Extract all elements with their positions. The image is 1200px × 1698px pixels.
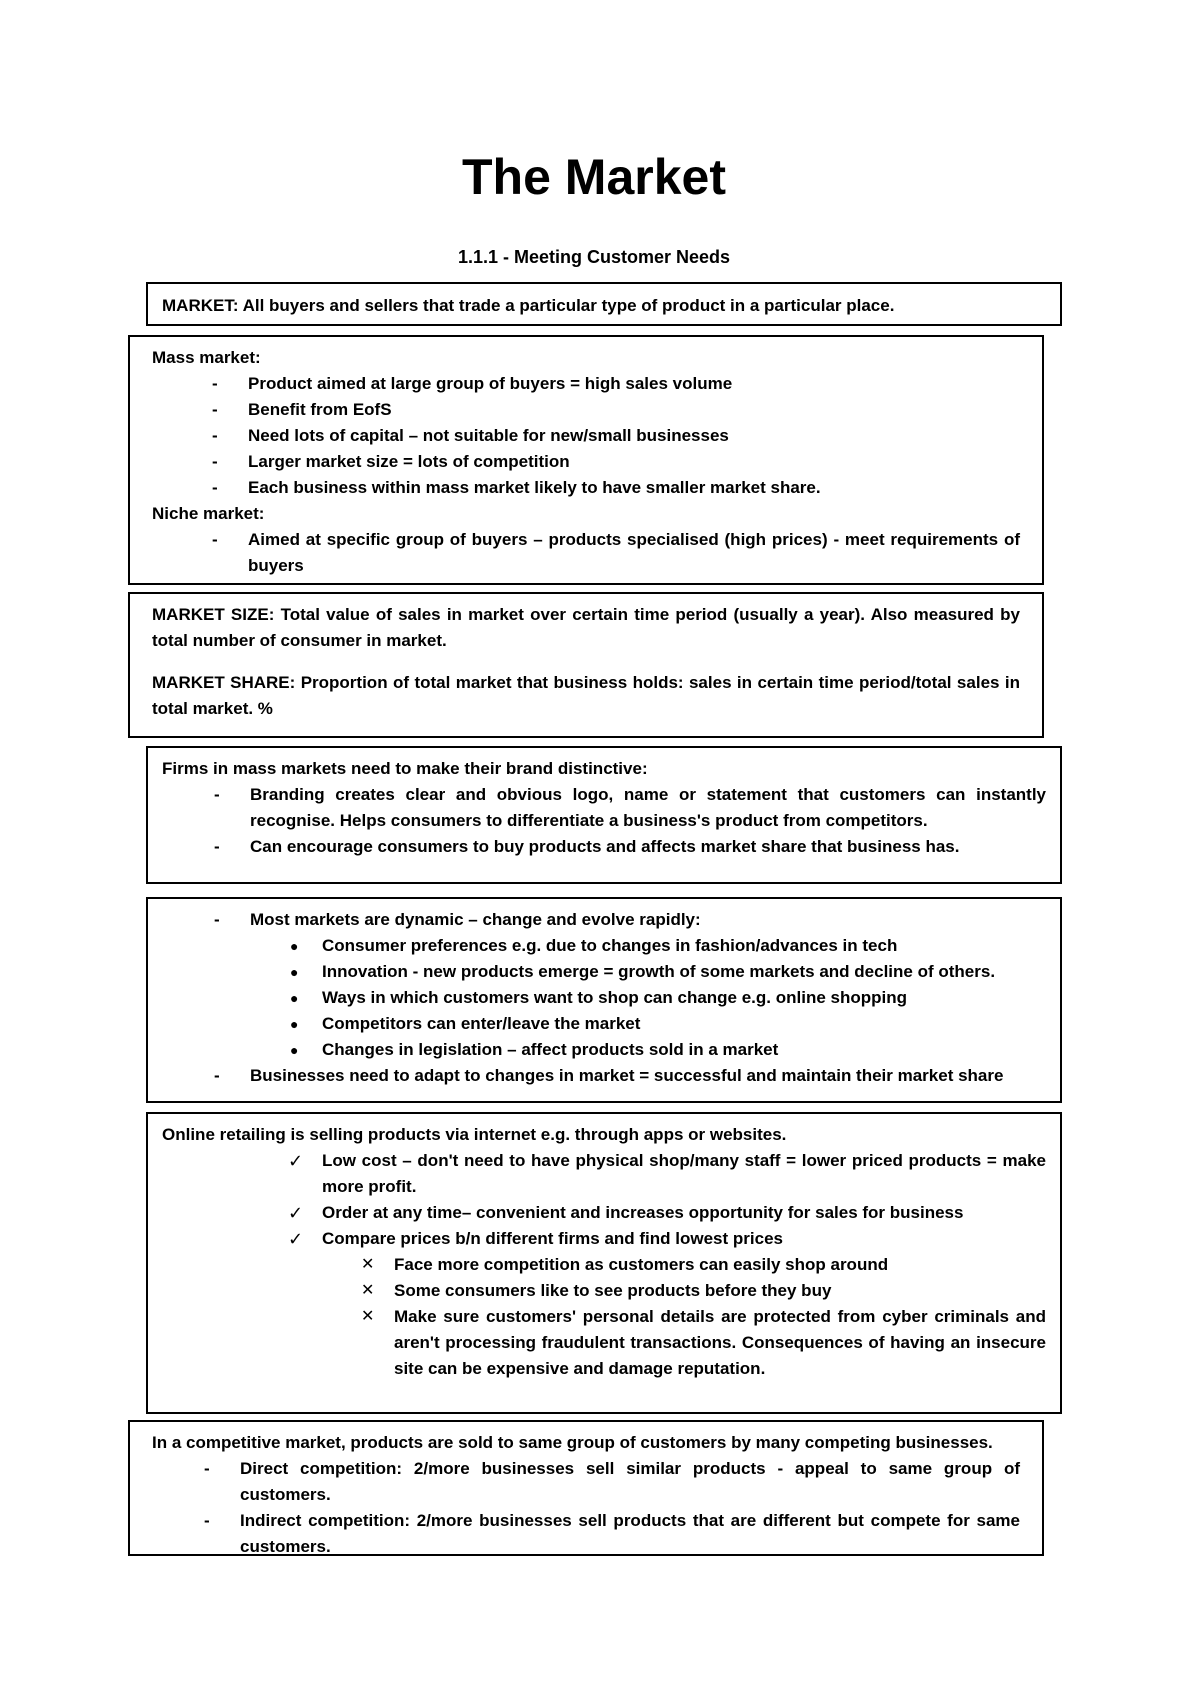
list-item: ✕ Face more competition as customers can easily shop around <box>162 1252 1046 1278</box>
cross-icon: ✕ <box>361 1282 375 1299</box>
list-item: - Direct competition: 2/more businesses sell similar products - appeal to same group of customers. <box>204 1459 1020 1504</box>
online-retailing-heading: Online retailing is selling products via internet e.g. through apps or websites. <box>162 1125 787 1144</box>
niche-market-heading: Niche market: <box>152 504 265 523</box>
list-item: - Indirect competition: 2/more businesses sell products that are different but compete for same customers. <box>204 1511 1020 1556</box>
list-item: ● Innovation - new products emerge = growth of some markets and decline of others. <box>162 959 1046 985</box>
list-item: - Aimed at specific group of buyers – products specialised (high prices) - meet requirements of buyers <box>212 530 1020 575</box>
list-item: ✓ Low cost – don't need to have physical shop/many staff = lower priced products = make more profit. <box>162 1148 1046 1200</box>
online-cons-list <box>162 1252 1046 1382</box>
branding-box <box>146 746 1062 884</box>
mass-market-heading: Mass market: <box>152 348 261 367</box>
dynamic-markets-box <box>146 897 1062 1103</box>
competition-list <box>152 1456 1020 1560</box>
list-item: - Can encourage consumers to buy products and affects market share that business has. <box>214 837 960 856</box>
list-item: ✕ Some consumers like to see products before they buy <box>162 1278 1046 1304</box>
dynamic-list <box>162 907 1046 933</box>
bullet-icon: ● <box>290 1016 299 1032</box>
list-item: ● Changes in legislation – affect products sold in a market <box>162 1037 1046 1063</box>
competition-heading: In a competitive market, products are sold to same group of customers by many competing businesses. <box>152 1433 993 1452</box>
check-icon: ✓ <box>288 1151 304 1171</box>
list-item: - Branding creates clear and obvious logo, name or statement that customers can instantly recognise. Helps consumers to differentiate a business's product from competitors. <box>214 785 1046 830</box>
check-icon: ✓ <box>288 1229 304 1249</box>
list-item: ● Ways in which customers want to shop can change e.g. online shopping <box>162 985 1046 1011</box>
cross-icon: ✕ <box>361 1256 375 1273</box>
list-item: - Each business within mass market likely to have smaller market share. <box>212 478 821 497</box>
niche-market-list <box>152 527 1020 579</box>
list-item: ● Competitors can enter/leave the market <box>162 1011 1046 1037</box>
market-definition: MARKET: All buyers and sellers that trade a particular type of product in a particular place. <box>162 296 895 315</box>
list-item: - Larger market size = lots of competition <box>212 452 570 471</box>
list-item: ✕ Make sure customers' personal details are protected from cyber criminals and aren't processing fraudulent transactions. Consequences of having an insecure site can be expensive and damage reputation. <box>162 1304 1046 1382</box>
bullet-icon: ● <box>290 1042 299 1058</box>
cross-icon: ✕ <box>361 1308 375 1325</box>
mass-market-list <box>152 371 1020 501</box>
branding-list <box>162 782 1046 860</box>
list-item: ✓ Compare prices b/n different firms and find lowest prices <box>162 1226 1046 1252</box>
market-share-definition: MARKET SHARE: Proportion of total market that business holds: sales in certain time period/total sales in total market. % <box>152 673 1020 718</box>
list-item: - Need lots of capital – not suitable for new/small businesses <box>212 426 729 445</box>
dynamic-conclusion-list <box>162 1063 1046 1089</box>
bullet-icon: ● <box>290 938 299 954</box>
market-size-definition: MARKET SIZE: Total value of sales in market over certain time period (usually a year). Also measured by total number of consumer in market. <box>152 605 1020 650</box>
list-item: ● Consumer preferences e.g. due to changes in fashion/advances in tech <box>162 933 1046 959</box>
branding-heading: Firms in mass markets need to make their brand distinctive: <box>162 759 648 778</box>
page-title: The Market <box>462 149 726 205</box>
size-share-box <box>128 592 1044 738</box>
online-retailing-box <box>146 1112 1062 1414</box>
bullet-icon: ● <box>290 964 299 980</box>
competition-box <box>128 1420 1044 1556</box>
list-item: - Most markets are dynamic – change and evolve rapidly: <box>214 910 701 929</box>
check-icon: ✓ <box>288 1203 304 1223</box>
bullet-icon: ● <box>290 990 299 1006</box>
market-definition-box <box>146 282 1062 326</box>
mass-niche-box <box>128 335 1044 585</box>
dynamic-factors-list <box>162 933 1046 1063</box>
list-item: - Businesses need to adapt to changes in market = successful and maintain their market share <box>214 1066 1004 1085</box>
section-subtitle: 1.1.1 - Meeting Customer Needs <box>457 247 731 267</box>
list-item: - Benefit from EofS <box>212 400 392 419</box>
list-item: ✓ Order at any time– convenient and increases opportunity for sales for business <box>162 1200 1046 1226</box>
online-pros-list <box>162 1148 1046 1252</box>
list-item: - Product aimed at large group of buyers = high sales volume <box>212 374 733 393</box>
